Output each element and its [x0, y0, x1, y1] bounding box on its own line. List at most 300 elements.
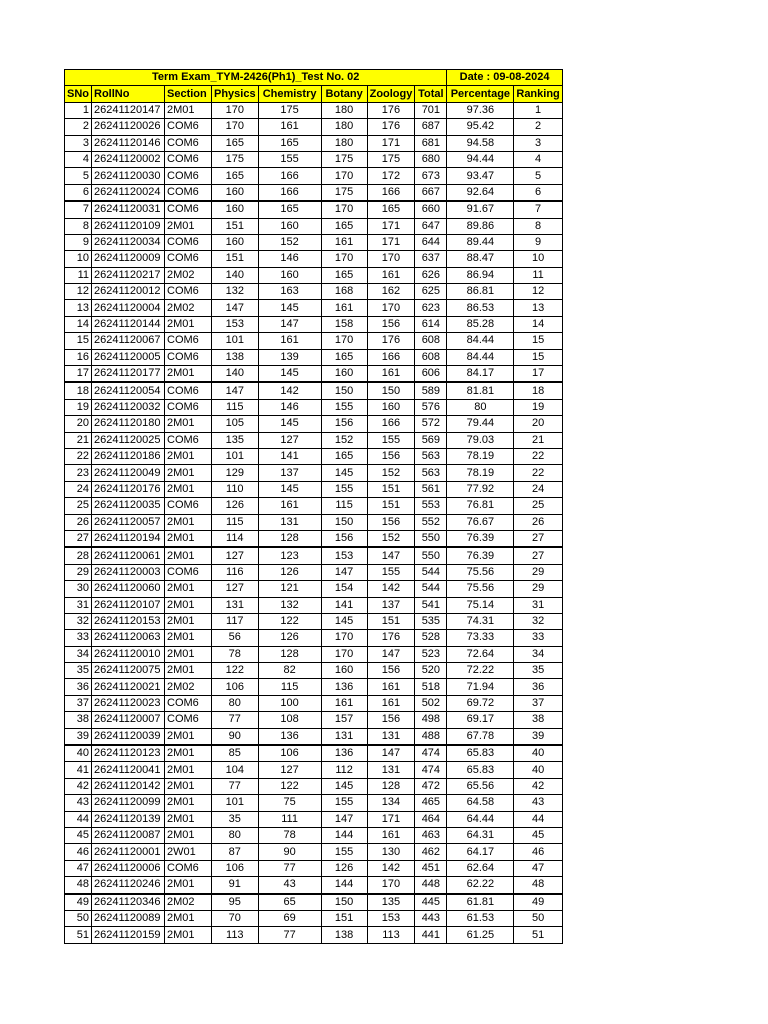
- cell-ranking: 29: [514, 581, 562, 597]
- cell-sno: 12: [65, 284, 92, 300]
- header-ranking: Ranking: [514, 86, 562, 102]
- cell-zoology: 171: [367, 135, 415, 151]
- cell-section: COM6: [165, 564, 212, 580]
- cell-sno: 8: [65, 218, 92, 234]
- cell-ranking: 47: [514, 860, 562, 876]
- cell-chemistry: 165: [258, 201, 321, 218]
- cell-botany: 158: [321, 316, 367, 332]
- cell-rollno: 26241120007: [92, 712, 165, 728]
- cell-chemistry: 161: [258, 119, 321, 135]
- cell-percentage: 93.47: [447, 168, 514, 184]
- cell-zoology: 170: [367, 877, 415, 894]
- cell-rollno: 26241120021: [92, 679, 165, 695]
- cell-rollno: 26241120054: [92, 382, 165, 399]
- cell-physics: 85: [212, 745, 259, 762]
- cell-ranking: 34: [514, 646, 562, 662]
- cell-sno: 31: [65, 597, 92, 613]
- cell-total: 528: [415, 630, 447, 646]
- cell-section: 2M02: [165, 300, 212, 316]
- cell-total: 637: [415, 251, 447, 267]
- cell-chemistry: 69: [258, 910, 321, 926]
- table-row: [65, 695, 563, 711]
- cell-chemistry: 146: [258, 251, 321, 267]
- cell-physics: 80: [212, 827, 259, 843]
- table-row: [65, 514, 563, 530]
- cell-section: 2M01: [165, 218, 212, 234]
- cell-zoology: 161: [367, 366, 415, 383]
- cell-percentage: 84.17: [447, 366, 514, 383]
- cell-total: 464: [415, 811, 447, 827]
- table-row: [65, 135, 563, 151]
- cell-total: 667: [415, 184, 447, 201]
- cell-ranking: 19: [514, 399, 562, 415]
- cell-section: COM6: [165, 184, 212, 201]
- cell-rollno: 26241120032: [92, 399, 165, 415]
- cell-total: 647: [415, 218, 447, 234]
- cell-percentage: 61.53: [447, 910, 514, 926]
- cell-zoology: 162: [367, 284, 415, 300]
- cell-botany: 155: [321, 844, 367, 860]
- cell-chemistry: 77: [258, 860, 321, 876]
- cell-zoology: 131: [367, 762, 415, 778]
- cell-chemistry: 152: [258, 234, 321, 250]
- cell-chemistry: 126: [258, 630, 321, 646]
- table-row: [65, 530, 563, 547]
- cell-percentage: 75.14: [447, 597, 514, 613]
- cell-total: 445: [415, 894, 447, 911]
- cell-zoology: 153: [367, 910, 415, 926]
- cell-sno: 43: [65, 795, 92, 811]
- table-row: [65, 795, 563, 811]
- cell-ranking: 13: [514, 300, 562, 316]
- cell-sno: 30: [65, 581, 92, 597]
- cell-percentage: 94.58: [447, 135, 514, 151]
- cell-percentage: 76.39: [447, 530, 514, 547]
- cell-physics: 101: [212, 448, 259, 464]
- table-row: [65, 778, 563, 794]
- table-row: [65, 844, 563, 860]
- cell-percentage: 64.58: [447, 795, 514, 811]
- cell-ranking: 29: [514, 564, 562, 580]
- cell-zoology: 137: [367, 597, 415, 613]
- header-botany: Botany: [321, 86, 367, 102]
- cell-rollno: 26241120024: [92, 184, 165, 201]
- cell-sno: 48: [65, 877, 92, 894]
- cell-zoology: 134: [367, 795, 415, 811]
- cell-ranking: 14: [514, 316, 562, 332]
- cell-chemistry: 142: [258, 382, 321, 399]
- cell-ranking: 20: [514, 416, 562, 432]
- table-row: [65, 712, 563, 728]
- cell-section: 2M01: [165, 927, 212, 943]
- cell-section: 2M02: [165, 894, 212, 911]
- cell-ranking: 43: [514, 795, 562, 811]
- cell-rollno: 26241120123: [92, 745, 165, 762]
- cell-zoology: 176: [367, 333, 415, 349]
- table-row: [65, 416, 563, 432]
- table-row: [65, 349, 563, 365]
- cell-section: COM6: [165, 151, 212, 167]
- cell-sno: 51: [65, 927, 92, 943]
- table-row: [65, 860, 563, 876]
- cell-zoology: 171: [367, 811, 415, 827]
- cell-botany: 161: [321, 300, 367, 316]
- cell-percentage: 64.31: [447, 827, 514, 843]
- cell-physics: 132: [212, 284, 259, 300]
- cell-zoology: 135: [367, 894, 415, 911]
- cell-ranking: 48: [514, 877, 562, 894]
- cell-total: 660: [415, 201, 447, 218]
- cell-chemistry: 121: [258, 581, 321, 597]
- cell-section: 2M01: [165, 663, 212, 679]
- cell-zoology: 113: [367, 927, 415, 943]
- cell-botany: 165: [321, 349, 367, 365]
- table-row: [65, 728, 563, 745]
- cell-botany: 151: [321, 910, 367, 926]
- cell-zoology: 147: [367, 745, 415, 762]
- cell-physics: 140: [212, 267, 259, 283]
- cell-chemistry: 166: [258, 184, 321, 201]
- cell-sno: 9: [65, 234, 92, 250]
- cell-section: 2M01: [165, 597, 212, 613]
- cell-total: 687: [415, 119, 447, 135]
- cell-zoology: 156: [367, 514, 415, 530]
- cell-chemistry: 65: [258, 894, 321, 911]
- cell-ranking: 4: [514, 151, 562, 167]
- cell-chemistry: 122: [258, 778, 321, 794]
- cell-chemistry: 128: [258, 646, 321, 662]
- cell-zoology: 176: [367, 102, 415, 118]
- cell-ranking: 18: [514, 382, 562, 399]
- cell-zoology: 142: [367, 860, 415, 876]
- cell-sno: 21: [65, 432, 92, 448]
- cell-chemistry: 146: [258, 399, 321, 415]
- cell-ranking: 5: [514, 168, 562, 184]
- cell-section: 2W01: [165, 844, 212, 860]
- cell-botany: 145: [321, 778, 367, 794]
- cell-physics: 101: [212, 333, 259, 349]
- cell-total: 673: [415, 168, 447, 184]
- cell-ranking: 8: [514, 218, 562, 234]
- cell-zoology: 128: [367, 778, 415, 794]
- cell-rollno: 26241120005: [92, 349, 165, 365]
- cell-physics: 127: [212, 581, 259, 597]
- cell-section: 2M01: [165, 547, 212, 564]
- cell-total: 569: [415, 432, 447, 448]
- cell-chemistry: 155: [258, 151, 321, 167]
- cell-total: 552: [415, 514, 447, 530]
- cell-physics: 160: [212, 234, 259, 250]
- cell-ranking: 12: [514, 284, 562, 300]
- cell-section: 2M01: [165, 102, 212, 118]
- cell-sno: 39: [65, 728, 92, 745]
- table-row: [65, 663, 563, 679]
- cell-rollno: 26241120010: [92, 646, 165, 662]
- cell-ranking: 21: [514, 432, 562, 448]
- cell-ranking: 2: [514, 119, 562, 135]
- table-row: [65, 646, 563, 662]
- cell-total: 563: [415, 448, 447, 464]
- cell-physics: 151: [212, 251, 259, 267]
- cell-botany: 115: [321, 498, 367, 514]
- table-row: [65, 102, 563, 118]
- cell-botany: 136: [321, 679, 367, 695]
- cell-sno: 4: [65, 151, 92, 167]
- cell-rollno: 26241120003: [92, 564, 165, 580]
- cell-physics: 95: [212, 894, 259, 911]
- cell-sno: 13: [65, 300, 92, 316]
- cell-physics: 77: [212, 712, 259, 728]
- cell-physics: 170: [212, 119, 259, 135]
- cell-percentage: 72.22: [447, 663, 514, 679]
- cell-section: COM6: [165, 284, 212, 300]
- cell-botany: 147: [321, 564, 367, 580]
- cell-physics: 80: [212, 695, 259, 711]
- cell-botany: 161: [321, 234, 367, 250]
- cell-section: COM6: [165, 168, 212, 184]
- header-percentage: Percentage: [447, 86, 514, 102]
- cell-total: 606: [415, 366, 447, 383]
- cell-ranking: 39: [514, 728, 562, 745]
- cell-rollno: 26241120031: [92, 201, 165, 218]
- cell-total: 572: [415, 416, 447, 432]
- cell-section: 2M01: [165, 465, 212, 481]
- table-row: [65, 151, 563, 167]
- cell-section: 2M01: [165, 762, 212, 778]
- cell-percentage: 84.44: [447, 349, 514, 365]
- cell-physics: 151: [212, 218, 259, 234]
- cell-total: 520: [415, 663, 447, 679]
- cell-ranking: 27: [514, 530, 562, 547]
- cell-zoology: 147: [367, 646, 415, 662]
- cell-sno: 15: [65, 333, 92, 349]
- header-row: [65, 86, 563, 102]
- cell-total: 463: [415, 827, 447, 843]
- table-row: [65, 877, 563, 894]
- cell-ranking: 10: [514, 251, 562, 267]
- cell-zoology: 170: [367, 251, 415, 267]
- cell-sno: 27: [65, 530, 92, 547]
- cell-percentage: 88.47: [447, 251, 514, 267]
- cell-total: 544: [415, 581, 447, 597]
- table-row: [65, 745, 563, 762]
- cell-botany: 147: [321, 811, 367, 827]
- cell-total: 535: [415, 613, 447, 629]
- cell-total: 474: [415, 762, 447, 778]
- cell-botany: 170: [321, 333, 367, 349]
- cell-physics: 110: [212, 481, 259, 497]
- cell-chemistry: 145: [258, 416, 321, 432]
- cell-physics: 113: [212, 927, 259, 943]
- cell-physics: 77: [212, 778, 259, 794]
- cell-zoology: 176: [367, 630, 415, 646]
- cell-ranking: 6: [514, 184, 562, 201]
- cell-total: 589: [415, 382, 447, 399]
- cell-zoology: 152: [367, 465, 415, 481]
- cell-rollno: 26241120006: [92, 860, 165, 876]
- cell-section: 2M02: [165, 267, 212, 283]
- cell-zoology: 161: [367, 679, 415, 695]
- cell-percentage: 89.44: [447, 234, 514, 250]
- cell-sno: 14: [65, 316, 92, 332]
- cell-section: 2M01: [165, 745, 212, 762]
- cell-physics: 126: [212, 498, 259, 514]
- cell-ranking: 24: [514, 481, 562, 497]
- table-row: [65, 234, 563, 250]
- cell-zoology: 155: [367, 564, 415, 580]
- cell-percentage: 64.44: [447, 811, 514, 827]
- cell-physics: 160: [212, 184, 259, 201]
- cell-total: 502: [415, 695, 447, 711]
- table-row: [65, 399, 563, 415]
- cell-sno: 23: [65, 465, 92, 481]
- cell-section: COM6: [165, 135, 212, 151]
- cell-botany: 180: [321, 102, 367, 118]
- cell-sno: 5: [65, 168, 92, 184]
- cell-zoology: 156: [367, 448, 415, 464]
- cell-percentage: 75.56: [447, 564, 514, 580]
- cell-zoology: 130: [367, 844, 415, 860]
- cell-percentage: 67.78: [447, 728, 514, 745]
- cell-section: 2M01: [165, 448, 212, 464]
- cell-ranking: 3: [514, 135, 562, 151]
- cell-physics: 78: [212, 646, 259, 662]
- cell-chemistry: 106: [258, 745, 321, 762]
- cell-percentage: 79.44: [447, 416, 514, 432]
- cell-chemistry: 161: [258, 333, 321, 349]
- cell-rollno: 26241120025: [92, 432, 165, 448]
- cell-sno: 25: [65, 498, 92, 514]
- cell-rollno: 26241120002: [92, 151, 165, 167]
- cell-chemistry: 128: [258, 530, 321, 547]
- cell-rollno: 26241120144: [92, 316, 165, 332]
- cell-zoology: 176: [367, 119, 415, 135]
- cell-rollno: 26241120049: [92, 465, 165, 481]
- cell-total: 448: [415, 877, 447, 894]
- cell-sno: 45: [65, 827, 92, 843]
- cell-percentage: 85.28: [447, 316, 514, 332]
- cell-sno: 41: [65, 762, 92, 778]
- cell-botany: 175: [321, 151, 367, 167]
- cell-botany: 156: [321, 416, 367, 432]
- cell-percentage: 62.22: [447, 877, 514, 894]
- cell-physics: 117: [212, 613, 259, 629]
- table-row: [65, 284, 563, 300]
- cell-total: 701: [415, 102, 447, 118]
- cell-ranking: 27: [514, 547, 562, 564]
- results-table: [64, 69, 563, 944]
- table-row: [65, 581, 563, 597]
- cell-percentage: 61.81: [447, 894, 514, 911]
- table-row: [65, 267, 563, 283]
- cell-chemistry: 161: [258, 498, 321, 514]
- cell-section: COM6: [165, 119, 212, 135]
- cell-sno: 19: [65, 399, 92, 415]
- cell-section: COM6: [165, 432, 212, 448]
- cell-rollno: 26241120087: [92, 827, 165, 843]
- cell-percentage: 76.67: [447, 514, 514, 530]
- cell-ranking: 45: [514, 827, 562, 843]
- cell-total: 625: [415, 284, 447, 300]
- cell-chemistry: 175: [258, 102, 321, 118]
- table-row: [65, 218, 563, 234]
- cell-zoology: 166: [367, 416, 415, 432]
- cell-botany: 180: [321, 135, 367, 151]
- cell-physics: 165: [212, 135, 259, 151]
- cell-total: 553: [415, 498, 447, 514]
- cell-rollno: 26241120186: [92, 448, 165, 464]
- cell-physics: 70: [212, 910, 259, 926]
- cell-sno: 6: [65, 184, 92, 201]
- cell-ranking: 42: [514, 778, 562, 794]
- cell-rollno: 26241120067: [92, 333, 165, 349]
- cell-zoology: 165: [367, 201, 415, 218]
- cell-physics: 135: [212, 432, 259, 448]
- cell-botany: 131: [321, 728, 367, 745]
- table-row: [65, 597, 563, 613]
- cell-section: COM6: [165, 860, 212, 876]
- exam-date: Date : 09-08-2024: [447, 70, 562, 86]
- cell-rollno: 26241120099: [92, 795, 165, 811]
- cell-total: 465: [415, 795, 447, 811]
- cell-rollno: 26241120060: [92, 581, 165, 597]
- cell-rollno: 26241120147: [92, 102, 165, 118]
- cell-ranking: 22: [514, 465, 562, 481]
- cell-ranking: 50: [514, 910, 562, 926]
- cell-section: COM6: [165, 498, 212, 514]
- cell-section: 2M01: [165, 827, 212, 843]
- cell-physics: 160: [212, 201, 259, 218]
- cell-rollno: 26241120075: [92, 663, 165, 679]
- table-row: [65, 498, 563, 514]
- cell-total: 681: [415, 135, 447, 151]
- cell-total: 680: [415, 151, 447, 167]
- cell-section: 2M01: [165, 778, 212, 794]
- cell-total: 614: [415, 316, 447, 332]
- cell-chemistry: 131: [258, 514, 321, 530]
- table-row: [65, 894, 563, 911]
- cell-ranking: 15: [514, 333, 562, 349]
- cell-botany: 145: [321, 613, 367, 629]
- cell-chemistry: 139: [258, 349, 321, 365]
- cell-section: 2M01: [165, 514, 212, 530]
- cell-total: 550: [415, 547, 447, 564]
- cell-rollno: 26241120142: [92, 778, 165, 794]
- cell-total: 550: [415, 530, 447, 547]
- cell-section: COM6: [165, 382, 212, 399]
- title-row: [65, 70, 563, 86]
- cell-sno: 1: [65, 102, 92, 118]
- cell-percentage: 81.81: [447, 382, 514, 399]
- cell-section: 2M01: [165, 646, 212, 662]
- cell-chemistry: 100: [258, 695, 321, 711]
- cell-physics: 104: [212, 762, 259, 778]
- cell-botany: 150: [321, 514, 367, 530]
- cell-sno: 34: [65, 646, 92, 662]
- cell-sno: 32: [65, 613, 92, 629]
- cell-chemistry: 136: [258, 728, 321, 745]
- cell-zoology: 171: [367, 218, 415, 234]
- cell-total: 523: [415, 646, 447, 662]
- cell-sno: 16: [65, 349, 92, 365]
- cell-sno: 22: [65, 448, 92, 464]
- cell-percentage: 65.83: [447, 745, 514, 762]
- cell-ranking: 26: [514, 514, 562, 530]
- cell-ranking: 17: [514, 366, 562, 383]
- cell-botany: 170: [321, 646, 367, 662]
- cell-zoology: 155: [367, 432, 415, 448]
- cell-chemistry: 43: [258, 877, 321, 894]
